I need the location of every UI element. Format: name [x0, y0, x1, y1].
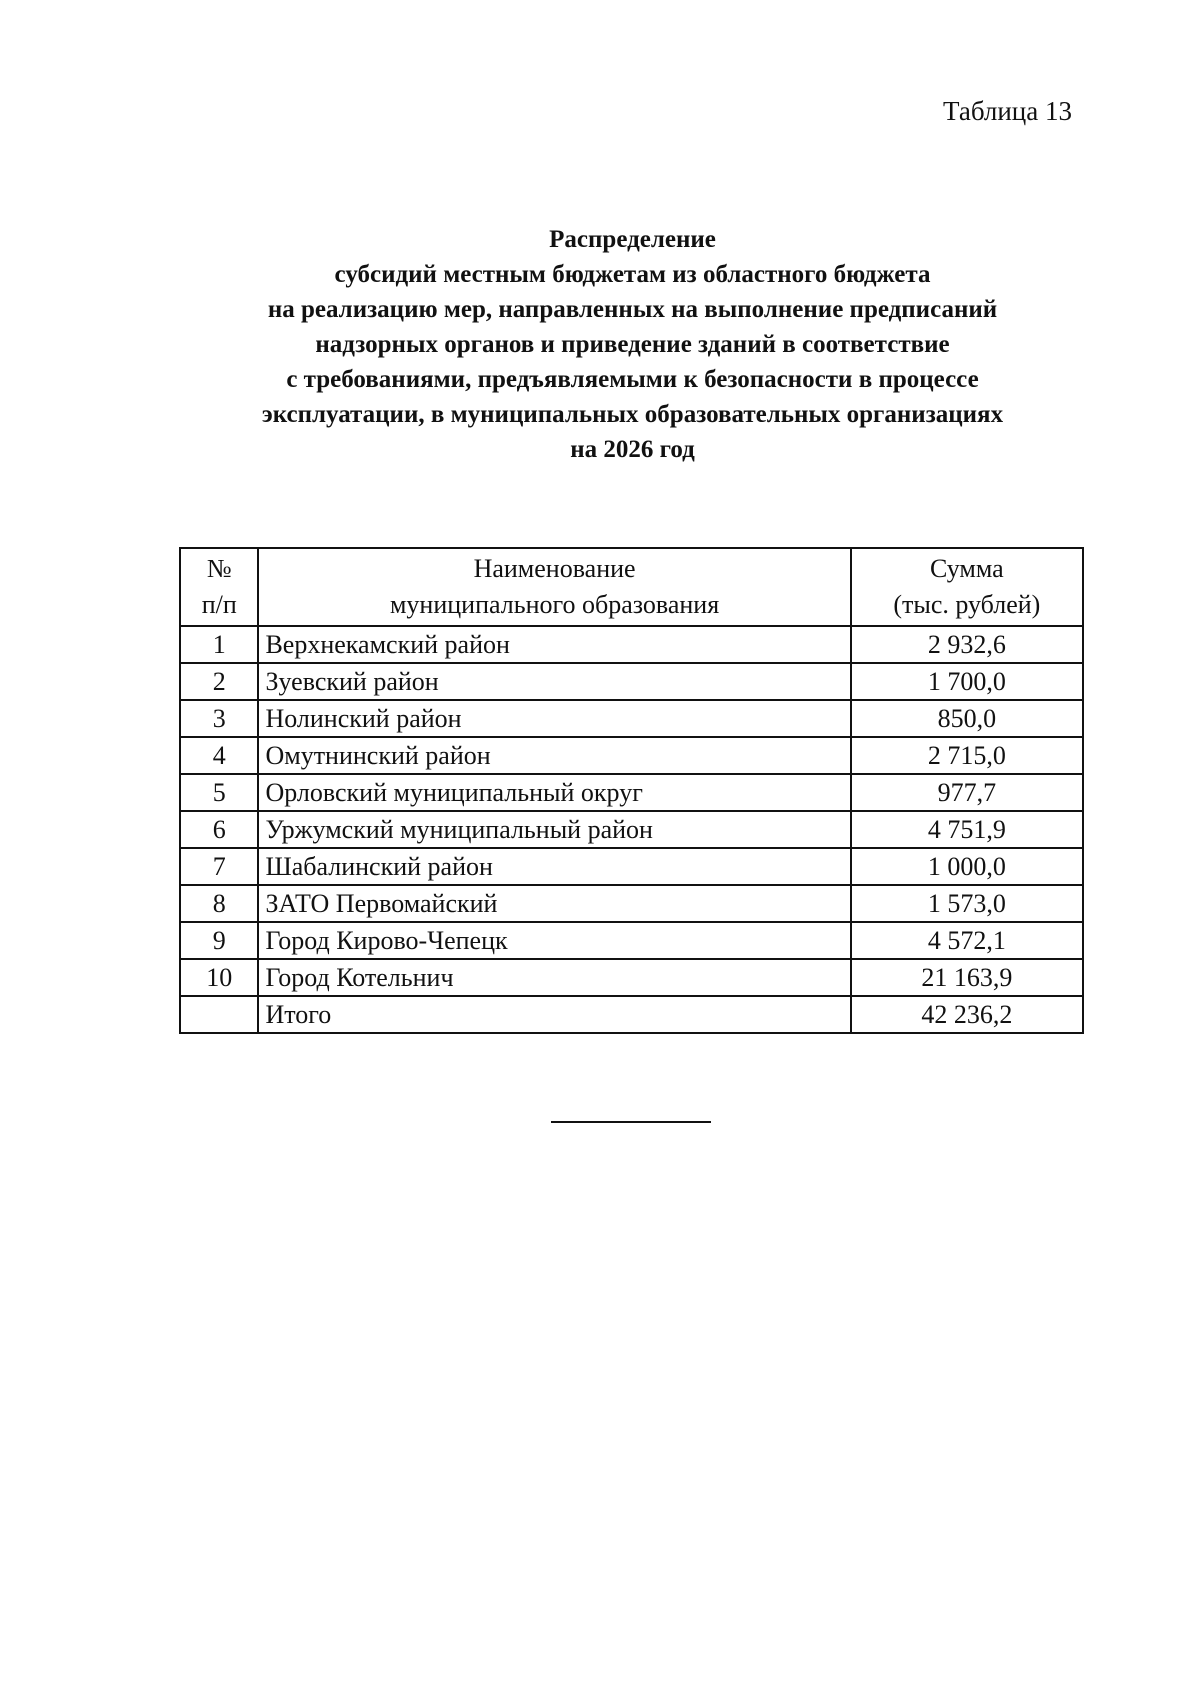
row-number: 3: [180, 700, 258, 737]
row-municipality: Город Котельнич: [258, 959, 850, 996]
header-row: [180, 548, 1083, 626]
row-municipality: Зуевский район: [258, 663, 850, 700]
title-line: с требованиями, предъявляемыми к безопасности в процессе: [286, 366, 979, 393]
table-row: [180, 737, 1083, 774]
row-number: 1: [180, 626, 258, 663]
row-number: 6: [180, 811, 258, 848]
total-label: Итого: [258, 996, 850, 1033]
row-municipality: Нолинский район: [258, 700, 850, 737]
table-row: [180, 885, 1083, 922]
row-amount: 850,0: [851, 700, 1083, 737]
table-row: [180, 922, 1083, 959]
total-row: [180, 996, 1083, 1033]
row-municipality: Орловский муниципальный округ: [258, 774, 850, 811]
end-divider-line: [551, 1121, 711, 1123]
subsidy-distribution-table: [179, 547, 1084, 1034]
table-body: [180, 626, 1083, 1033]
header-number-line-2: п/п: [201, 590, 237, 619]
row-amount: 1 573,0: [851, 885, 1083, 922]
title-line: Распределение: [549, 226, 716, 253]
header-municipality-line-2: муниципального образования: [389, 590, 720, 619]
header-number-line-1: №: [206, 554, 232, 583]
row-amount: 2 715,0: [851, 737, 1083, 774]
header-amount-line-1: Сумма: [930, 554, 1004, 583]
header-amount: [851, 548, 1083, 626]
header-amount-line-2: (тыс. рублей): [893, 590, 1041, 619]
header-municipality: [258, 548, 850, 626]
row-number: 5: [180, 774, 258, 811]
header-number: [180, 548, 258, 626]
row-amount: 977,7: [851, 774, 1083, 811]
title-line: на 2026 год: [570, 436, 695, 463]
table-row: [180, 700, 1083, 737]
row-number: 4: [180, 737, 258, 774]
row-amount: 1 000,0: [851, 848, 1083, 885]
table-row: [180, 848, 1083, 885]
row-amount: 1 700,0: [851, 663, 1083, 700]
row-amount: 2 932,6: [851, 626, 1083, 663]
row-number: 2: [180, 663, 258, 700]
row-municipality: Уржумский муниципальный район: [258, 811, 850, 848]
title-line: субсидий местным бюджетам из областного бюджета: [334, 261, 931, 288]
row-municipality: Омутнинский район: [258, 737, 850, 774]
row-municipality: ЗАТО Первомайский: [258, 885, 850, 922]
title-line: надзорных органов и приведение зданий в соответствие: [315, 331, 950, 358]
table-header: [180, 548, 1083, 626]
table-row: [180, 774, 1083, 811]
row-amount: 21 163,9: [851, 959, 1083, 996]
header-municipality-line-1: Наименование: [473, 554, 636, 583]
row-number: 8: [180, 885, 258, 922]
total-number: [180, 996, 258, 1033]
document-title: [0, 222, 1200, 467]
row-number: 10: [180, 959, 258, 996]
row-municipality: Верхнекамский район: [258, 626, 850, 663]
row-municipality: Шабалинский район: [258, 848, 850, 885]
table-number-label: Таблица 13: [943, 96, 1072, 126]
row-municipality: Город Кирово-Чепецк: [258, 922, 850, 959]
title-line: на реализацию мер, направленных на выполнение предписаний: [267, 296, 998, 323]
row-number: 7: [180, 848, 258, 885]
row-amount: 4 572,1: [851, 922, 1083, 959]
table-row: [180, 663, 1083, 700]
row-amount: 4 751,9: [851, 811, 1083, 848]
total-amount: 42 236,2: [851, 996, 1083, 1033]
table-row: [180, 626, 1083, 663]
table-row: [180, 959, 1083, 996]
title-line: эксплуатации, в муниципальных образовательных организациях: [261, 401, 1004, 428]
table-row: [180, 811, 1083, 848]
row-number: 9: [180, 922, 258, 959]
